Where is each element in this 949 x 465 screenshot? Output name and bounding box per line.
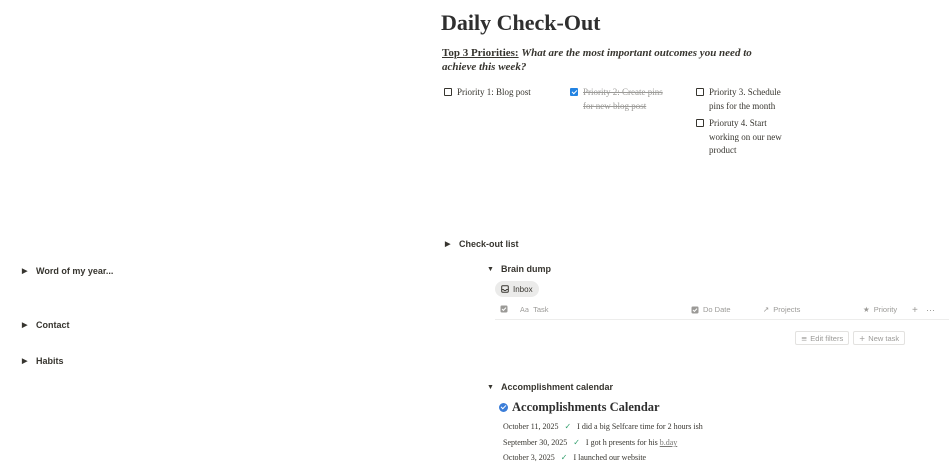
checkbox-icon[interactable] [444, 88, 452, 96]
more-options-button[interactable] [926, 305, 935, 316]
column-label: Projects [773, 305, 801, 314]
entry-text-main: I got h presents for his [585, 438, 658, 447]
entry-text: I did a big Selfcare time for 2 hours ish [577, 422, 703, 431]
toggle-label: Accomplishment calendar [501, 382, 614, 392]
todo-text: Prioruty 4. Start working on our new product [709, 118, 782, 155]
column-header-task[interactable] [520, 305, 549, 314]
accomplishments-calendar-title[interactable] [499, 400, 660, 415]
todo-text: Priority 3. Schedule pins for the month [709, 87, 781, 111]
toggle-accomplishment-calendar[interactable] [487, 382, 613, 392]
column-label: Do Date [703, 305, 731, 314]
view-tab-label: Inbox [513, 284, 533, 294]
checkbox-icon[interactable] [696, 119, 704, 127]
priorities-question: What are the most important outcomes you need to achieve this week? [442, 47, 752, 73]
page-title: Daily Check-Out [441, 10, 601, 35]
check-icon: ✓ [560, 453, 568, 462]
table-header-divider [495, 319, 949, 320]
todo-text: Priority 2: Create pins for new blog post [583, 87, 663, 111]
priorities-heading [442, 46, 782, 74]
toggle-contact[interactable] [22, 320, 70, 330]
toggle-word-of-year[interactable] [22, 266, 113, 276]
plus-icon: + [859, 333, 866, 343]
todo-item[interactable] [696, 117, 796, 158]
text-property-icon: Aa [520, 305, 530, 314]
entry-date: October 3, 2025 [503, 453, 555, 462]
toggle-label: Check-out list [459, 239, 519, 249]
check-icon: ✓ [564, 422, 572, 431]
edit-filters-button[interactable] [795, 331, 849, 345]
star-icon: ★ [863, 305, 870, 314]
column-header-projects[interactable] [763, 305, 800, 314]
checkbox-icon[interactable] [696, 88, 704, 96]
toggle-label: Contact [36, 320, 70, 330]
entry-text [586, 438, 677, 447]
toggle-brain-dump[interactable] [487, 264, 551, 274]
todo-item[interactable] [444, 86, 554, 100]
toggle-label: Word of my year... [36, 266, 114, 276]
entry-date: October 11, 2025 [503, 422, 559, 431]
toggle-arrow-icon: ▶ [22, 268, 28, 275]
column-header-priority[interactable] [863, 305, 897, 314]
toggle-habits[interactable] [22, 356, 64, 366]
check-icon: ✓ [573, 438, 580, 447]
list-item[interactable] [503, 438, 677, 447]
toggle-checkout-list[interactable] [445, 239, 519, 249]
list-item[interactable] [503, 453, 646, 462]
plus-icon: + [912, 305, 918, 316]
button-label: New task [868, 333, 900, 343]
toggle-arrow-icon: ▶ [22, 358, 28, 365]
todo-item[interactable] [696, 86, 796, 113]
verified-check-icon [499, 403, 508, 412]
calendar-title-text: Accomplishments Calendar [512, 400, 660, 414]
toggle-arrow-icon: ▶ [22, 322, 28, 329]
list-item[interactable] [503, 422, 703, 431]
new-task-button[interactable] [853, 331, 905, 345]
add-property-button[interactable] [912, 305, 918, 316]
checkbox-column-icon [500, 305, 508, 313]
view-tab-inbox[interactable] [495, 281, 539, 297]
filter-icon: ≡ [801, 333, 808, 343]
entry-date: September 30, 2025 [503, 438, 568, 447]
toggle-open-arrow-icon: ▼ [487, 265, 494, 273]
more-icon: ⋯ [926, 305, 935, 315]
entry-text: I launched our website [573, 453, 647, 462]
column-label: Priority [873, 305, 898, 314]
column-header-do-date[interactable] [691, 305, 731, 314]
priorities-label: Top 3 Priorities: [442, 47, 519, 59]
button-label: Edit filters [810, 333, 844, 343]
inbox-icon [501, 285, 509, 293]
toggle-label: Habits [36, 356, 64, 366]
todo-text: Priority 1: Blog post [457, 87, 531, 97]
toggle-arrow-icon: ▶ [445, 241, 451, 248]
entry-link[interactable]: b.day [659, 438, 678, 447]
toggle-open-arrow-icon: ▼ [487, 383, 494, 391]
column-label: Task [533, 305, 549, 314]
todo-item[interactable] [570, 86, 670, 113]
checkbox-property-icon [691, 306, 699, 314]
relation-arrow-icon: ↗ [763, 305, 770, 314]
toggle-label: Brain dump [501, 264, 552, 274]
checkbox-checked-icon[interactable] [570, 88, 578, 96]
select-all-checkbox[interactable] [500, 305, 508, 313]
